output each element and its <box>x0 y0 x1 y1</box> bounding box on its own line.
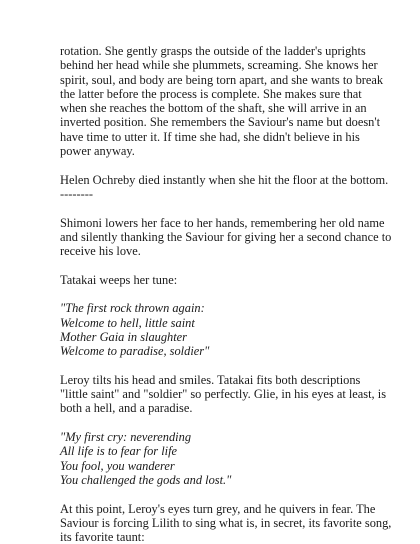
text-line: Shimoni lowers her face to her hands, remembering her old name <box>60 215 385 230</box>
paragraph-helen-death <box>60 172 389 187</box>
text-line: Helen Ochreby died instantly when she hit the floor at the bottom. <box>60 172 389 187</box>
text-line: the latter before the process is complete. She makes sure that <box>60 86 362 101</box>
text-line: behind her head while she plummets, screaming. She knows her <box>60 58 378 73</box>
paragraph-shimoni <box>60 215 392 259</box>
text-line: spirit, soul, and body are being torn apart, and she wants to break <box>60 72 384 87</box>
separator-line: -------- <box>60 186 94 201</box>
text-line: receive his love. <box>60 244 141 259</box>
poem-line: You fool, you wanderer <box>60 458 175 473</box>
poem-line: Mother Gaia in slaughter <box>60 329 187 344</box>
poem-stanza-first-rock <box>60 301 378 358</box>
paragraph-tatakai-weeps <box>60 273 378 287</box>
poem-line: You challenged the gods and lost." <box>60 472 232 487</box>
text-line: power anyway. <box>60 144 135 159</box>
poem-line: All life is to fear for life <box>60 444 178 459</box>
paragraph-leroy-smiles <box>60 372 387 416</box>
text-line: when she reaches the bottom of the shaft, she will arrive in an <box>60 101 367 116</box>
poem-line: Welcome to paradise, soldier" <box>60 344 210 359</box>
text-line: have time to utter it. If time she had, she didn't believe in his <box>60 129 360 144</box>
paragraph-leroy-fear <box>60 501 392 544</box>
text-line: rotation. She gently grasps the outside of the ladder's uprights <box>60 44 366 58</box>
text-line: Leroy tilts his head and smiles. Tatakai fits both descriptions <box>60 372 361 387</box>
text-line: and silently thanking the Saviour for giving her a second chance to <box>60 229 392 244</box>
text-line: inverted position. She remembers the Saviour's name but doesn't <box>60 115 381 130</box>
text-line: its favorite taunt: <box>60 530 145 544</box>
text-line: At this point, Leroy's eyes turn grey, and he quivers in fear. The <box>60 501 376 516</box>
paragraph-helen-fall <box>60 44 384 159</box>
text-line: Saviour is forcing Lilith to sing what is, in secret, its favorite song, <box>60 515 392 530</box>
poem-line: "The first rock thrown again: <box>60 301 205 316</box>
text-line: Tatakai weeps her tune: <box>60 272 178 287</box>
text-line: "little saint" and "soldier" so perfectly. Glie, in his eyes at least, is <box>60 387 387 402</box>
text-line: both a hell, and a paradise. <box>60 401 193 416</box>
section-separator <box>60 187 378 201</box>
poem-line: "My first cry: neverending <box>60 430 192 445</box>
document-body <box>60 44 392 544</box>
poem-line: Welcome to hell, little saint <box>60 315 195 330</box>
poem-stanza-first-cry <box>60 430 378 487</box>
